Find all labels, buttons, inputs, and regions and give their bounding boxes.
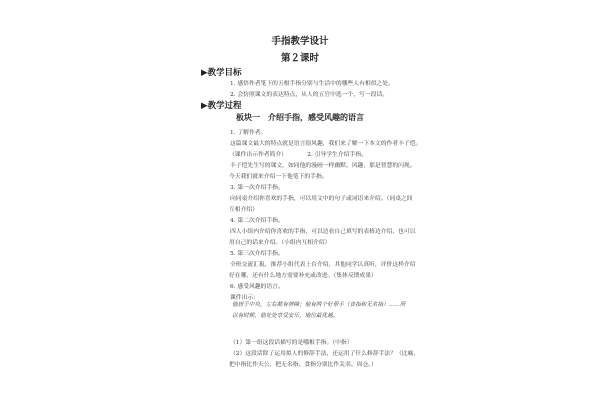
- process-line: 这篇课文最大的特点就是语言很风趣，我们来了解一下本文的作者丰子恺。: [230, 141, 422, 147]
- question-line: （2）这段话除了运用拟人的修辞手法，还运用了什么修辞手法？（比喻，: [230, 351, 420, 357]
- process-line: 4. 第二次介绍手指。: [230, 218, 284, 224]
- process-line: 1. 了解作者。: [230, 130, 267, 136]
- process-line: （课件出示作者简介） 2. 引导学生介绍手指。: [229, 152, 367, 158]
- goal-item: 2. 会仿照课文的表达特点，从人的五官中选一个，写一段话。: [230, 92, 389, 98]
- process-line: 3. 第一次介绍手指。: [230, 185, 284, 191]
- process-line: 课件出示：: [230, 295, 259, 301]
- process-line: 5. 第三次介绍手指。: [230, 251, 284, 257]
- process-line: 今天我们就来介绍一下他笔下的手指。: [229, 174, 328, 180]
- process-line: 互相介绍）: [229, 207, 258, 213]
- block-title: 板块一 介绍手指，感受风趣的语言: [236, 112, 364, 122]
- process-line: 丰子恺先生写的课文，如同他的漫画一样幽默、风趣，那是智慧的闪现。: [230, 163, 416, 169]
- process-line: 用自己的话来介绍。（小组内互相介绍）: [229, 240, 331, 246]
- process-line: 向同桌介绍你喜欢的手指，可以用文中的句子或词语来介绍。（同桌之间: [230, 196, 413, 202]
- teaching-goals-heading: ▶教学目标: [201, 68, 242, 78]
- process-line: 6. 感受风趣的语言。: [230, 284, 284, 290]
- question-line: 把中指比作天公，把无名指、食指分别比作关羽、周仓。）: [229, 362, 377, 368]
- teaching-process-heading: ▶教学过程: [201, 101, 242, 111]
- quoted-passage: 他居于中央，左右都有屏障；他有两个好帮手（食指和无名指）……所以有时候，他处处享受安乐，地位最优越。: [232, 302, 406, 319]
- process-line: 四人小组内介绍你喜欢的手指，可以边看自己填写的表格边介绍，也可以: [230, 229, 416, 235]
- document-title: 手指教学设计: [271, 36, 329, 47]
- lesson-title: 第２课时: [280, 53, 319, 64]
- process-line: 全班交流汇报，推荐小组代表上台介绍，其他同学认真听，评价这样介绍: [230, 262, 416, 268]
- goal-item: 1. 感悟作者笔下的五根手指分别与生活中的哪些人有相似之处。: [230, 81, 394, 87]
- process-line: 好在哪，还有什么地方需要补充或改进。（集体反馈成果）: [229, 273, 377, 279]
- question-line: （1）第一组这段话描写的是哪根手指。（中指）: [230, 340, 353, 346]
